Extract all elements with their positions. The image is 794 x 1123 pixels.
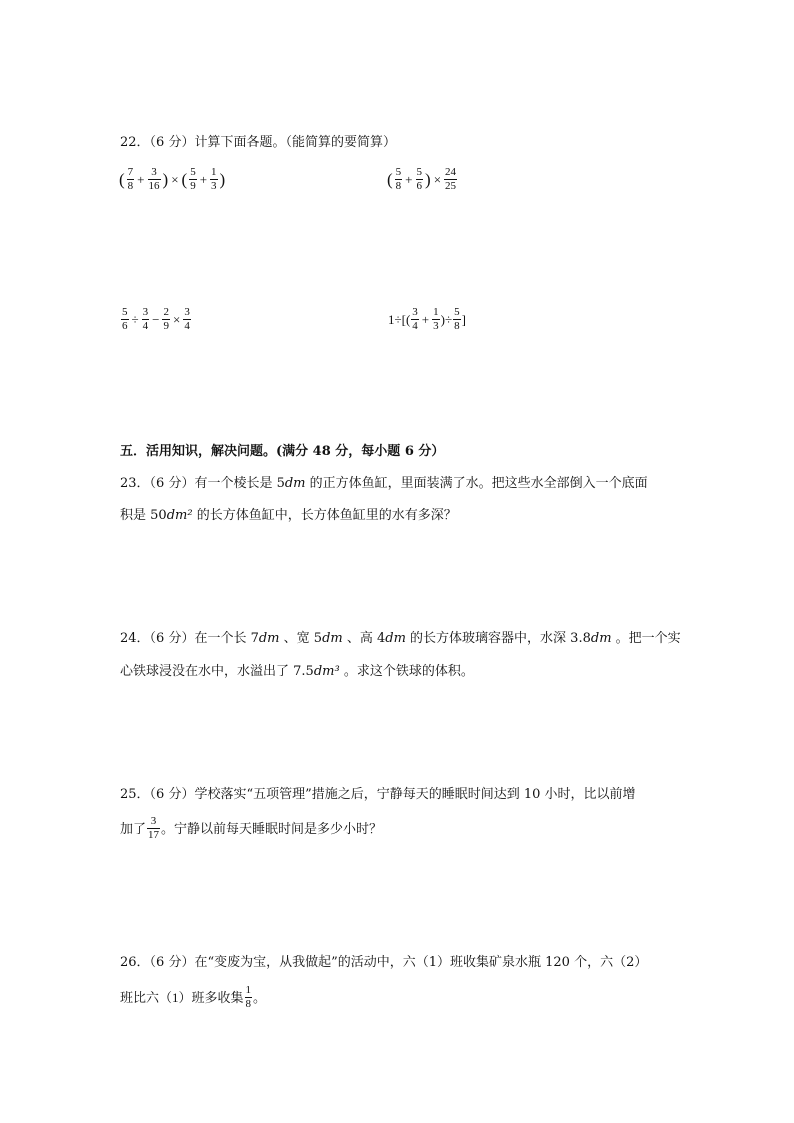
q23-line-1: 23．（6 分）有一个棱长是 5dm 的正方体鱼缸，里面装满了水。把这些水全部倒入一个底面 [120,476,648,491]
fraction: $\frac{2}{9}$ [163,306,169,332]
fraction: $\frac{3}{4}$ [184,306,190,332]
q22-expression-1: ( $\frac{7}{8}$ + $\frac{3}{16}$ ) × ( $\frac{5}{9}$ + $\frac{1}{3}$ ) [119,166,226,192]
fraction: $\frac{5}{6}$ [416,166,423,192]
q24-line-1: 24．（6 分）在一个长 7dm 、宽 5dm 、高 4dm 的长方体玻璃容器中，水深 3.8dm 。把一个实 [120,631,681,646]
fraction: $\frac{5}{8}$ [395,166,402,192]
q26-line-2: 班比六（1）班多收集 $\frac{1}{8}$ 。 [120,984,267,1010]
q22-expression-2: ( $\frac{5}{8}$ + $\frac{5}{6}$ ) × $\frac{24}{25}$ [387,166,457,192]
fraction: $\frac{1}{3}$ [433,306,439,332]
fraction: $\frac{1}{3}$ [211,166,217,192]
section-5-title: 五．活用知识，解决问题。(满分 48 分，每小题 6 分） [120,444,445,459]
fraction: $\frac{7}{8}$ [127,166,134,192]
q25-line-1: 25．（6 分）学校落实“五项管理”措施之后，宁静每天的睡眠时间达到 10 小时，比以前增 [120,787,636,802]
fraction: $\frac{1}{8}$ [245,984,252,1010]
fraction: $\frac{5}{6}$ [122,306,128,332]
q22-expression-3: $\frac{5}{6}$ ÷ $\frac{3}{4}$ − $\frac{2}{9}$ × $\frac{3}{4}$ [122,306,190,332]
fraction: $\frac{3}{4}$ [412,306,418,332]
q22-header: 22．（6 分）计算下面各题。（能简算的要简算） [120,135,396,150]
fraction: $\frac{3}{16}$ [148,166,160,192]
fraction: $\frac{5}{9}$ [190,166,196,192]
fraction: $\frac{24}{25}$ [445,166,457,192]
q26-line-1: 26．（6 分）在“变废为宝，从我做起”的活动中，六（1）班收集矿泉水瓶 120 个，六（2） [120,955,648,970]
q23-line-2: 积是 50dm² 的长方体鱼缸中，长方体鱼缸里的水有多深？ [120,508,457,523]
fraction: $\frac{3}{4}$ [142,306,149,332]
fraction: $\frac{3}{17}$ [148,815,160,841]
q25-line-2: 加了 $\frac{3}{17}$ 。宁静以前每天睡眠时间是多少小时？ [120,815,383,841]
q22-expression-4: 1÷[( $\frac{3}{4}$ + $\frac{1}{3}$ )÷ $\frac{5}{8}$ ] [388,306,466,332]
fraction: $\frac{5}{8}$ [454,306,460,332]
q24-line-2: 心铁球浸没在水中，水溢出了 7.5dm³ 。求这个铁球的体积。 [120,664,474,679]
